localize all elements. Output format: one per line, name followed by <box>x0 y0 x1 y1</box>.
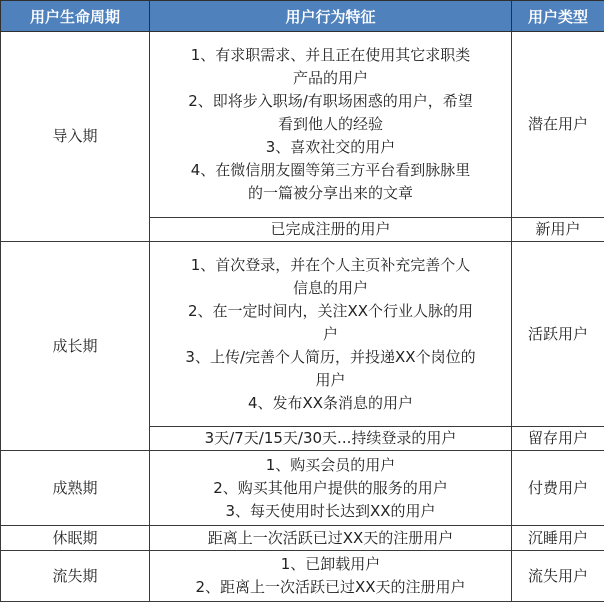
table-row <box>1 32 604 218</box>
behavior-line: 1、首次登录，并在个人主页补充完善个人 <box>190 255 471 274</box>
behavior-line: 1、有求职需求、并且正在使用其它求职类 <box>190 46 471 64</box>
behavior-line: 的一篇被分享出来的文章 <box>247 184 413 202</box>
type-cell: 新用户 <box>512 218 604 242</box>
behavior-line: 4、在微信朋友圈等第三方平台看到脉脉里 <box>190 161 471 179</box>
table-row <box>1 451 604 526</box>
stage-cell: 成熟期 <box>1 451 150 526</box>
behavior-cell <box>150 551 512 602</box>
behavior-line: 1、购买会员的用户 <box>265 455 396 474</box>
behavior-cell <box>150 427 512 451</box>
behavior-line: 3、上传/完善个人简历，并投递XX个岗位的 <box>185 347 476 366</box>
header-stage: 用户生命周期 <box>1 1 150 32</box>
stage-cell: 休眠期 <box>1 526 150 551</box>
type-cell: 付费用户 <box>512 451 604 526</box>
behavior-line: 3天/7天/15天/30天...持续登录的用户 <box>204 429 457 447</box>
table-row <box>1 242 604 427</box>
behavior-line: 看到他人的经验 <box>277 115 383 133</box>
type-cell: 留存用户 <box>512 427 604 451</box>
stage-cell: 成长期 <box>1 242 150 451</box>
behavior-line: 2、即将步入职场/有职场困惑的用户，希望 <box>188 92 473 110</box>
behavior-line: 信息的用户 <box>292 278 368 297</box>
behavior-line: 3、每天使用时长达到XX的用户 <box>225 501 436 520</box>
behavior-cell <box>150 242 512 427</box>
behavior-cell <box>150 32 512 218</box>
stage-cell: 流失期 <box>1 551 150 602</box>
header-row <box>1 1 604 32</box>
behavior-line: 用户 <box>315 370 346 389</box>
type-cell: 潜在用户 <box>512 32 604 218</box>
behavior-line: 4、发布XX条消息的用户 <box>247 393 414 412</box>
behavior-line: 距离上一次活跃已过XX天的注册用户 <box>207 528 454 547</box>
table-row <box>1 551 604 602</box>
behavior-cell <box>150 218 512 242</box>
behavior-line: 3、喜欢社交的用户 <box>265 138 396 156</box>
behavior-line: 户 <box>322 324 338 343</box>
behavior-line: 已完成注册的用户 <box>270 220 391 238</box>
type-cell: 流失用户 <box>512 551 604 602</box>
stage-cell: 导入期 <box>1 32 150 242</box>
header-type: 用户类型 <box>512 1 604 32</box>
behavior-line: 2、距离上一次活跃已过XX天的注册用户 <box>195 578 466 596</box>
table-row <box>1 526 604 551</box>
header-behavior: 用户行为特征 <box>150 1 512 32</box>
type-cell: 活跃用户 <box>512 242 604 427</box>
behavior-line: 2、在一定时间内，关注XX个行业人脉的用 <box>187 301 474 320</box>
behavior-cell <box>150 526 512 551</box>
behavior-line: 产品的用户 <box>292 69 368 87</box>
behavior-line: 1、已卸载用户 <box>280 555 381 573</box>
behavior-line: 2、购买其他用户提供的服务的用户 <box>213 478 448 497</box>
type-cell: 沉睡用户 <box>512 526 604 551</box>
behavior-cell <box>150 451 512 526</box>
